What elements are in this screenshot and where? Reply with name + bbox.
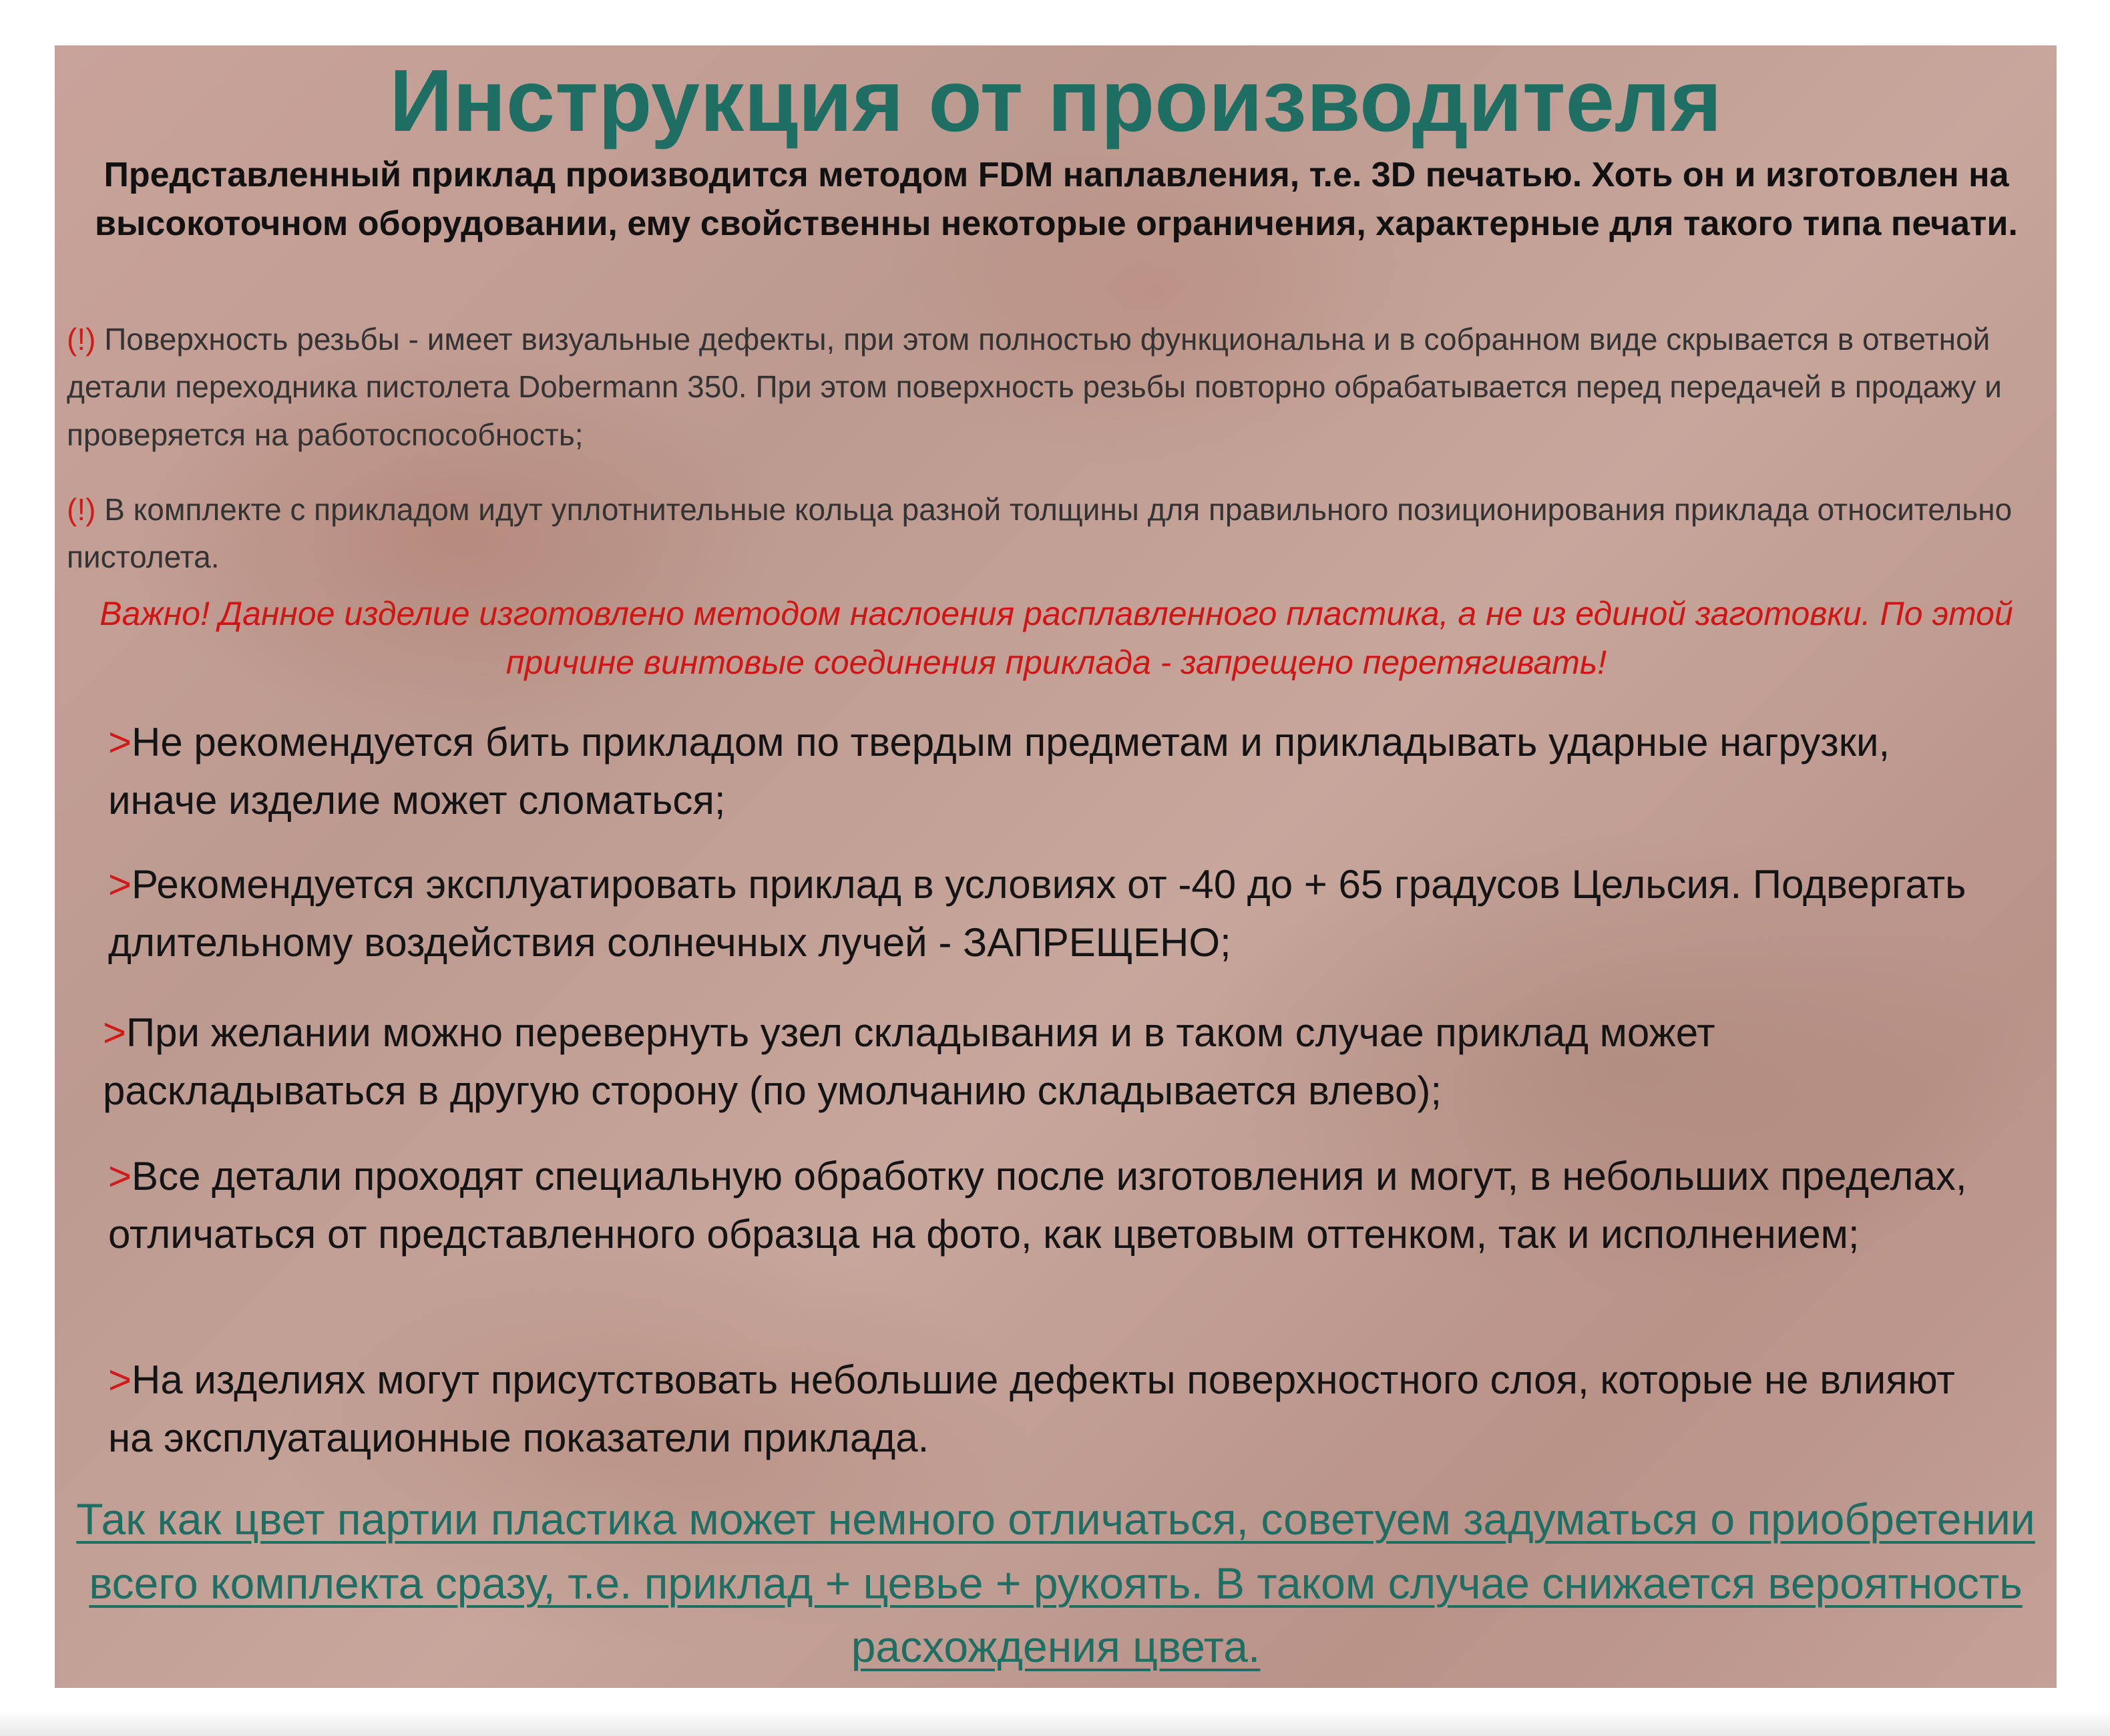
note-text: Поверхность резьбы - имеет визуальные дефекты, при этом полностью функциональна и в собранном виде скрывается в ответной детали переходника пистолета Dobermann 350. При этом поверхность резьбы повторно обрабатывается перед передачей в продажу и проверяется на работоспособность; (67, 322, 2002, 452)
arrow-bullet-icon: > (108, 862, 132, 907)
instruction-panel (55, 45, 2057, 1688)
advice-text: Так как цвет партии пластика может немного отличаться, советуем задуматься о приобретении всего комплекта сразу, т.е. приклад + цевье + рукоять. В таком случае снижается вероятность расхождения цвета. (76, 1494, 2035, 1672)
rule-text: При желании можно перевернуть узел складывания и в таком случае приклад может раскладываться в другую сторону (по умолчанию складывается влево); (103, 1010, 1715, 1113)
arrow-bullet-icon: > (108, 720, 132, 765)
note-sealing-rings (67, 486, 2050, 582)
intro-paragraph: Представленный приклад производится методом FDM наплавления, т.е. 3D печатью. Хоть он и изготовлен на высокоточном оборудовании, ему свойственны некоторые ограничения, характерные для такого типа печати. (95, 156, 2018, 243)
bottom-divider (0, 1709, 2110, 1736)
arrow-bullet-icon: > (108, 1154, 132, 1199)
rule-text: На изделиях могут присутствовать небольшие дефекты поверхностного слоя, которые не влияют на эксплуатационные показатели приклада. (108, 1357, 1955, 1460)
rule-item (108, 713, 1978, 829)
note-text: В комплекте с прикладом идут уплотнительные кольца разной толщины для правильного позиционирования приклада относительно пистолета. (67, 492, 2013, 575)
color-advice (55, 1488, 2057, 1679)
rule-item (108, 1147, 1978, 1263)
rule-item (103, 1004, 1972, 1120)
arrow-bullet-icon: > (108, 1357, 132, 1402)
page-title: Инструкция от производителя (389, 51, 1722, 150)
note-thread-surface (67, 316, 2050, 459)
rule-text: Рекомендуется эксплуатировать приклад в условиях от -40 до + 65 градусов Цельсия. Подвергать длительному воздействия солнечных лучей - ЗАПРЕЩЕНО; (108, 862, 1966, 965)
rule-item (108, 1351, 1978, 1467)
rule-text: Все детали проходят специальную обработку после изготовления и могут, в небольших пределах, отличаться от представленного образца на фото, как цветовым оттенком, так и исполнением; (108, 1154, 1967, 1257)
exclamation-mark: (!) (67, 492, 96, 527)
exclamation-mark: (!) (67, 322, 96, 357)
rule-item (108, 855, 1978, 971)
important-warning: Важно! Данное изделие изготовлено методом наслоения расплавленного пластика, а не из единой заготовки. По этой причине винтовые соединения приклада - запрещено перетягивать! (99, 595, 2013, 681)
rule-text: Не рекомендуется бить прикладом по твердым предметам и прикладывать ударные нагрузки, иначе изделие может сломаться; (108, 720, 1890, 823)
arrow-bullet-icon: > (103, 1010, 127, 1055)
